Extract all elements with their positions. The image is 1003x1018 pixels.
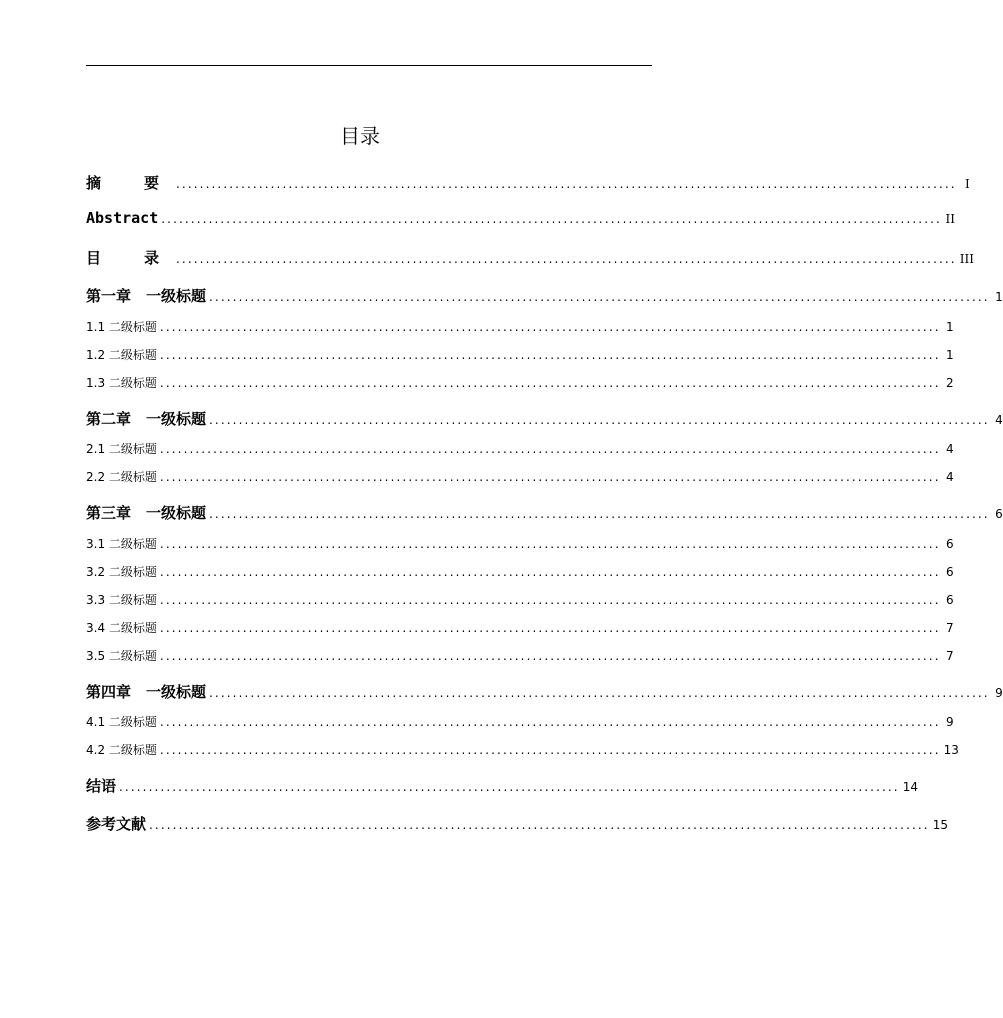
toc-page-number: 1 — [945, 320, 954, 334]
toc-leader: .................................................................................................................................... — [159, 320, 941, 334]
toc-entry-label: 第二章 一级标题 — [86, 410, 207, 428]
toc-leader: .................................................................................................................................... — [209, 686, 990, 700]
toc-leader: .................................................................................................................................... — [161, 212, 942, 226]
toc-leader: .................................................................................................................................... — [209, 290, 990, 304]
toc-page-number: 7 — [945, 649, 954, 663]
toc-entry-label: 3.4 二级标题 — [86, 621, 157, 635]
toc-page-number: II — [945, 212, 955, 226]
toc-leader: .................................................................................................................................... — [159, 470, 941, 484]
toc-page-number: 6 — [945, 537, 954, 551]
toc-entry-label: 目 录 — [86, 249, 174, 267]
toc-entry-section-3-2[interactable] — [86, 563, 954, 580]
toc-leader: .................................................................................................................................... — [159, 565, 941, 579]
toc-page-number: 4 — [945, 442, 954, 456]
toc-entry-label: 3.1 二级标题 — [86, 537, 157, 551]
toc-leader: .................................................................................................................................... — [159, 743, 941, 757]
toc-entry-label: 4.1 二级标题 — [86, 715, 157, 729]
toc-entry-section-3-1[interactable] — [86, 535, 954, 552]
toc-page-number: III — [959, 252, 974, 266]
toc-entry-chapter-2[interactable] — [86, 408, 1003, 429]
toc-entry-label: Abstract — [86, 209, 159, 227]
toc-leader: .................................................................................................................................... — [176, 252, 957, 266]
toc-entry-label: 1.3 二级标题 — [86, 376, 157, 390]
toc-entry-label: 3.3 二级标题 — [86, 593, 157, 607]
toc-leader: .................................................................................................................................... — [209, 413, 990, 427]
toc-entry-section-1-3[interactable] — [86, 374, 954, 391]
toc-entry-section-2-1[interactable] — [86, 440, 954, 457]
toc-page-number: 13 — [943, 743, 959, 757]
toc-entry-contents[interactable] — [86, 247, 974, 268]
toc-entry-label: 1.2 二级标题 — [86, 348, 157, 362]
toc-entry-label: 2.2 二级标题 — [86, 470, 157, 484]
toc-entry-chapter-4[interactable] — [86, 681, 1003, 702]
toc-page-number: I — [964, 177, 970, 191]
toc-leader: .................................................................................................................................... — [159, 442, 941, 456]
toc-entry-label: 第三章 一级标题 — [86, 504, 207, 522]
toc-page-number: 4 — [945, 470, 954, 484]
toc-page-number: 14 — [902, 780, 919, 794]
toc-entry-section-3-3[interactable] — [86, 591, 954, 608]
toc-title: 目录 — [340, 124, 380, 148]
toc-leader: .................................................................................................................................... — [159, 593, 941, 607]
toc-entry-abstract-cn[interactable] — [86, 172, 970, 193]
toc-entry-section-4-2[interactable] — [86, 741, 959, 758]
toc-leader: .................................................................................................................................... — [149, 818, 930, 832]
toc-page-number: 6 — [995, 507, 1003, 521]
toc-leader: .................................................................................................................................... — [176, 177, 957, 191]
toc-leader: .................................................................................................................................... — [159, 649, 941, 663]
toc-page-number: 4 — [995, 413, 1003, 427]
toc-entry-label: 3.2 二级标题 — [86, 565, 157, 579]
toc-entry-label: 2.1 二级标题 — [86, 442, 157, 456]
toc-entry-label: 3.5 二级标题 — [86, 649, 157, 663]
toc-page-number: 1 — [995, 290, 1003, 304]
toc-leader: .................................................................................................................................... — [209, 507, 990, 521]
header-rule — [86, 65, 652, 66]
toc-entry-references[interactable] — [86, 813, 949, 834]
toc-entry-chapter-1[interactable] — [86, 285, 1003, 306]
toc-entry-label: 参考文献 — [86, 815, 147, 833]
toc-entry-abstract-en[interactable] — [86, 209, 955, 227]
toc-entry-label: 第四章 一级标题 — [86, 683, 207, 701]
toc-page-number: 9 — [995, 686, 1003, 700]
toc-entry-section-1-2[interactable] — [86, 346, 954, 363]
toc-entry-label: 4.2 二级标题 — [86, 743, 157, 757]
toc-entry-section-3-5[interactable] — [86, 647, 954, 664]
toc-page-number: 6 — [945, 593, 954, 607]
toc-page-number: 2 — [945, 376, 954, 390]
toc-entry-section-2-2[interactable] — [86, 468, 954, 485]
toc-page-number: 6 — [945, 565, 954, 579]
toc-entry-chapter-3[interactable] — [86, 502, 1003, 523]
toc-page-number: 1 — [945, 348, 954, 362]
toc-page-number: 9 — [945, 715, 954, 729]
toc-leader: .................................................................................................................................... — [159, 621, 941, 635]
toc-entry-section-3-4[interactable] — [86, 619, 954, 636]
toc-page-number: 7 — [945, 621, 954, 635]
toc-entry-label: 摘 要 — [86, 174, 174, 192]
toc-leader: .................................................................................................................................... — [159, 537, 941, 551]
toc-leader: .................................................................................................................................... — [159, 376, 941, 390]
toc-leader: .................................................................................................................................... — [159, 715, 941, 729]
toc-leader: .................................................................................................................................... — [119, 780, 900, 794]
toc-entry-section-1-1[interactable] — [86, 318, 954, 335]
toc-entry-label: 结语 — [86, 777, 117, 795]
toc-entry-label: 第一章 一级标题 — [86, 287, 207, 305]
toc-page-number: 15 — [932, 818, 949, 832]
toc-leader: .................................................................................................................................... — [159, 348, 941, 362]
toc-entry-section-4-1[interactable] — [86, 713, 954, 730]
toc-entry-conclusion[interactable] — [86, 775, 919, 796]
toc-entry-label: 1.1 二级标题 — [86, 320, 157, 334]
